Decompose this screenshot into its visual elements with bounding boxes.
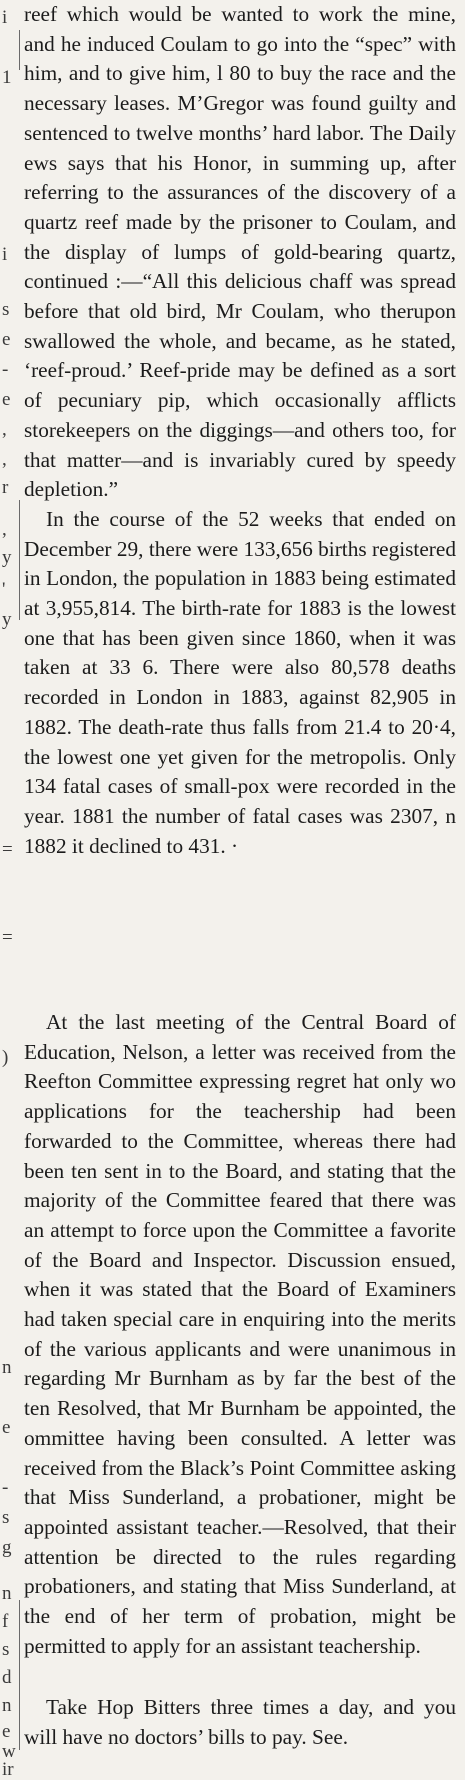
article-gold-fraud-case xyxy=(24,0,456,861)
margin-mark: ) xyxy=(2,1047,9,1068)
margin-mark: f xyxy=(2,1611,9,1632)
margin-mark: 1 xyxy=(2,67,12,88)
margin-mark: g xyxy=(2,1537,12,1558)
margin-mark: e xyxy=(2,329,11,350)
margin-mark: r xyxy=(2,477,9,498)
margin-mark: , xyxy=(2,519,7,540)
margin-mark: - xyxy=(2,1477,9,1498)
margin-mark: ' xyxy=(2,579,6,600)
article-paragraph: At the last meeting of the Central Board of Education, Nelson, a letter was received from the Reefton Committee expressing regret hat only wo applications for the teachership had been forwarded to the Committee, whereas there had been ten sent in to the Board, and stating that the majority of the Committee feared that there was an attempt to force upon the Committee a favorite of the Board and Inspector. Discussion ensued, when it was stated that the Board of Examiners had taken special care in enquiring into the merits of the various applicants and were unanimous in regarding Mr Burnham as by far the best of the ten Resolved, that Mr Burnham be appointed, the ommittee having been consulted. A letter was received from the Black’s Point Committee asking that Miss Sunderland, a probationer, might be appointed assistant teacher.—Resolved, that their attention be directed to the rules regarding probationers, and stating that Miss Sunderland, at the end of her term of probation, might be permitted to apply for an assistant teachership. xyxy=(24,1010,456,1658)
margin-mark: s xyxy=(2,1639,10,1660)
margin-mark: n xyxy=(2,1583,12,1604)
article-paragraph: reef which would be wanted to work the mine, and he induced Coulam to go into the “spec” with him, and to give him, l 80 to buy the race and the necessary leases. M’Gregor was found guilty and sentenced to twelve months’ hard labor. The Daily ews says that his Honor, in summing up, after referring to the assurances of the discovery of a quartz reef made by the prisoner to Coulam, and the display of lumps of gold-bearing quartz, continued :—“All this delicious chaff was spread before that old bird, Mr Coulam, who therupon swallowed the whole, and became, as he stated, ‘reef-proud.’ Reef-pride may be defined as a sort of pecuniary pip, which occasionally afflicts storekeepers on the diggings—and others too, for that matter—and is invariably cured by speedy depletion.” xyxy=(24,2,456,502)
advertisement-hop-bitters xyxy=(24,1693,456,1752)
article-paragraph: Take Hop Bitters three times a day, and you will have no doctors’ bills to pay. See. xyxy=(24,1695,456,1749)
margin-mark: w xyxy=(2,1741,16,1762)
column-rule xyxy=(19,500,20,620)
left-margin-column-fragment xyxy=(0,0,20,1780)
margin-mark: s xyxy=(2,299,10,320)
margin-mark: n xyxy=(2,1357,12,1378)
margin-mark: , xyxy=(2,419,7,440)
article-board-of-education xyxy=(24,1008,456,1661)
margin-mark: e xyxy=(2,389,11,410)
article-paragraph: In the course of the 52 weeks that ended on December 29, there were 133,656 births registered in London, the population in 1883 being estimated at 3,955,814. The birth-rate for 1883 is the lowest one that has been given since 1860, when it was taken at 33 6. There were also 80,578 deaths recorded in London in 1883, against 82,905 in 1882. The death-rate thus falls from 21.4 to 20·4, the lowest one yet given for the metropolis. Only 134 fatal cases of small-pox were recorded in the year. 1881 the number of fatal cases was 2307, n 1882 it declined to 431. · xyxy=(24,506,456,858)
column-rule xyxy=(19,30,20,70)
column-rule xyxy=(19,1600,20,1750)
margin-mark: y xyxy=(2,609,12,630)
margin-mark: , xyxy=(2,449,7,470)
margin-mark: = xyxy=(2,927,13,948)
margin-mark: i xyxy=(2,244,8,265)
margin-mark: e xyxy=(2,1417,11,1438)
margin-mark: = xyxy=(2,839,13,860)
margin-mark: n xyxy=(2,1695,12,1716)
margin-mark: - xyxy=(2,359,9,380)
margin-mark: i xyxy=(2,7,8,28)
margin-mark: e xyxy=(2,1721,11,1742)
margin-mark: s xyxy=(2,1507,10,1528)
margin-mark: y xyxy=(2,547,12,568)
margin-mark: d xyxy=(2,1667,12,1688)
margin-mark: ir xyxy=(2,1759,14,1780)
